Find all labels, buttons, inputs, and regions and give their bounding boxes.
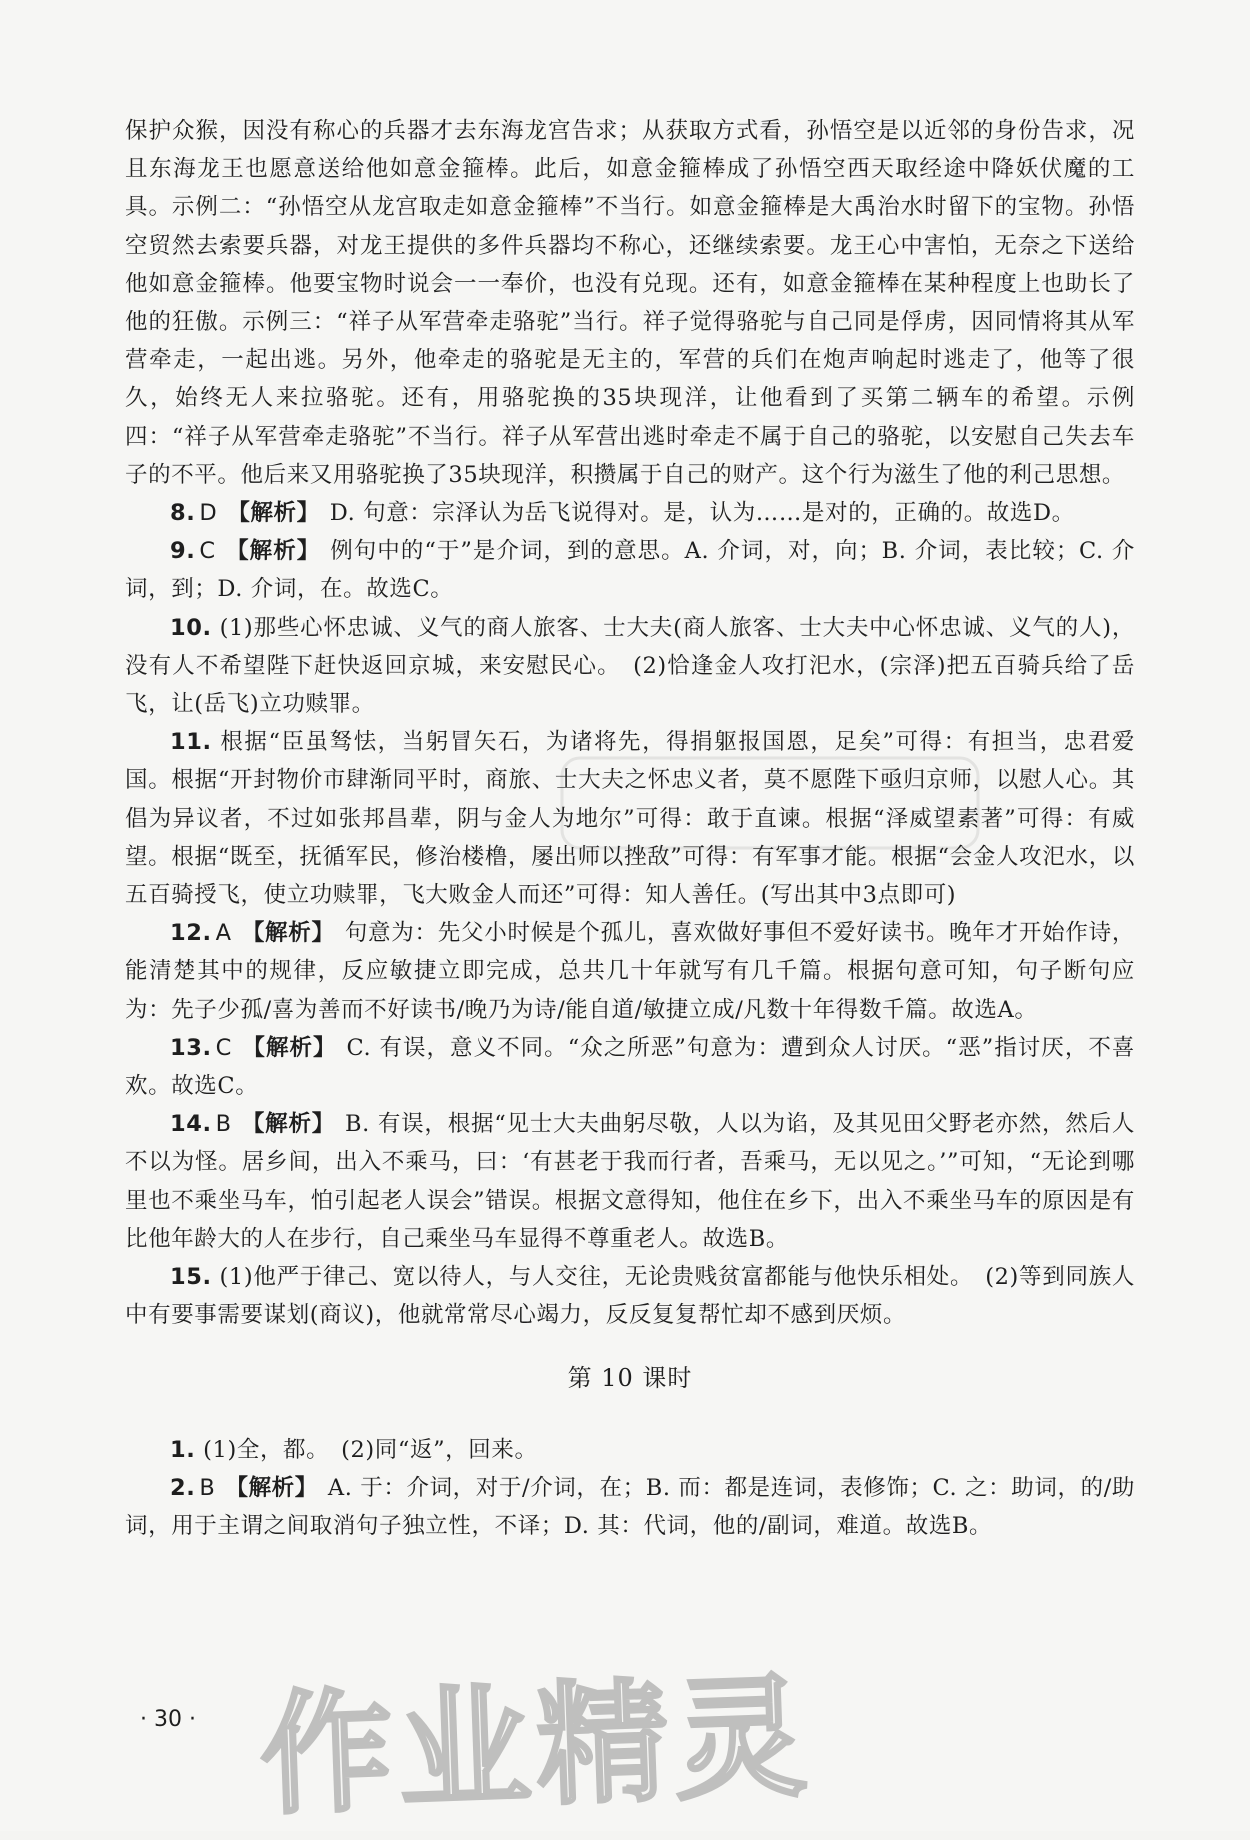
answer-item-15 (125, 1258, 1135, 1334)
item-analysis-tag: 【解析】 (241, 920, 335, 947)
answer-item-9 (125, 532, 1135, 608)
item-answer: D (199, 500, 218, 527)
item-number: 10. (170, 614, 212, 641)
item-text: B. 有误，根据“见士大夫曲躬尽敬，人以为谄，及其见田父野老亦然，然后人不以为怪。居乡间，出入不乘马，曰：‘有甚老于我而行者，吾乘马，无以见之。’”可知，“无论到哪里也不乘坐马车，怕引起老人误会”错误。根据文意得知，他住在乡下，出入不乘坐马车的原因是有比他年龄大的人在步行，自己乘坐马车显得不尊重老人。故选B。 (125, 1111, 1135, 1252)
item-number: 9. (170, 538, 196, 565)
item-analysis-tag: 【解析】 (225, 538, 321, 565)
page-number: · 30 · (140, 1707, 196, 1732)
item-number: 2. (170, 1474, 196, 1501)
continued-paragraph: 保护众猴，因没有称心的兵器才去东海龙宫告求；从获取方式看，孙悟空是以近邻的身份告求，况且东海龙王也愿意送给他如意金箍棒。此后，如意金箍棒成了孙悟空西天取经途中降妖伏魔的工具。示例二：“孙悟空从龙宫取走如意金箍棒”不当行。如意金箍棒是大禹治水时留下的宝物。孙悟空贸然去索要兵器，对龙王提供的多件兵器均不称心，还继续索要。龙王心中害怕，无奈之下送给他如意金箍棒。他要宝物时说会一一奉价，也没有兑现。还有，如意金箍棒在某种程度上也助长了他的狂傲。示例三：“祥子从军营牵走骆驼”当行。祥子觉得骆驼与自己同是俘虏，因同情将其从军营牵走，一起出逃。另外，他牵走的骆驼是无主的，军营的兵们在炮声响起时逃走了，他等了很久，始终无人来拉骆驼。还有，用骆驼换的35块现洋，让他看到了买第二辆车的希望。示例四：“祥子从军营牵走骆驼”不当行。祥子从军营出逃时牵走不属于自己的骆驼，以安慰自己失去车子的不平。他后来又用骆驼换了35块现洋，积攒属于自己的财产。这个行为滋生了他的利己思想。 (125, 118, 1135, 488)
answer-item-8 (125, 494, 1135, 532)
item-answer: C (215, 1034, 232, 1061)
item-number: 13. (170, 1034, 212, 1061)
item-number: 15. (170, 1264, 212, 1291)
answer-item-12 (125, 914, 1135, 1029)
answer-item-14 (125, 1105, 1135, 1258)
item-text: (1)那些心怀忠诚、义气的商人旅客、士大夫(商人旅客、士大夫中心怀忠诚、义气的人)，没有人不希望陛下赶快返回京城，来安慰民心。 (2)恰逢金人攻打汜水，(宗泽)把五百骑兵给了岳飞，让(岳飞)立功赎罪。 (125, 614, 1135, 718)
watermark: 作业精灵 (257, 1660, 815, 1834)
page-content (125, 112, 1135, 1545)
item-number: 1. (170, 1436, 196, 1463)
item-text: 句意为：先父小时候是个孤儿，喜欢做好事但不爱好读书。晚年才开始作诗，能清楚其中的规律，反应敏捷立即完成，总共几十年就写有几千篇。根据句意可知，句子断句应为：先子少孤/喜为善而不好读书/晚乃为诗/能自道/敏捷立成/凡数十年得数千篇。故选A。 (125, 920, 1136, 1023)
item-answer: B (215, 1111, 232, 1138)
item-analysis-tag: 【解析】 (225, 1474, 318, 1501)
answer-item-11 (125, 723, 1135, 914)
item-analysis-tag: 【解析】 (227, 500, 320, 527)
item-answer: A (215, 920, 232, 947)
item-answer: B (199, 1474, 216, 1501)
item-number: 12. (170, 920, 212, 947)
item-number: 11. (170, 729, 212, 756)
item-text: C. 有误，意义不同。“众之所恶”句意为：遭到众人讨厌。“恶”指讨厌，不喜欢。故选C。 (125, 1034, 1135, 1100)
section-item-2 (125, 1469, 1135, 1545)
item-text: (1)他严于律己、宽以待人，与人交往，无论贵贱贫富都能与他快乐相处。 (2)等到同族人中有要事需要谋划(商议)，他就常常尽心竭力，反反复复帮忙却不感到厌烦。 (125, 1264, 1135, 1329)
item-analysis-tag: 【解析】 (241, 1111, 336, 1138)
item-text: D. 句意：宗泽认为岳飞说得对。是，认为……是对的，正确的。故选D。 (329, 500, 1075, 527)
item-text: (1)全，都。 (2)同“返”，回来。 (203, 1436, 538, 1463)
item-text: 根据“臣虽驽怯，当躬冒矢石，为诸将先，得捐躯报国恩，足矣”可得：有担当，忠君爱国。根据“开封物价市肆渐同平时，商旅、士大夫之怀忠义者，莫不愿陛下亟归京师，以慰人心。其倡为异议者，不过如张邦昌辈，阴与金人为地尔”可得：敢于直谏。根据“泽威望素著”可得：有威望。根据“既至，抚循军民，修治楼橹，屡出师以挫敌”可得：有军事才能。根据“会金人攻汜水，以五百骑授飞，使立功赎罪，飞大败金人而还”可得：知人善任。(写出其中3点即可) (125, 729, 1135, 909)
item-analysis-tag: 【解析】 (241, 1034, 337, 1061)
answer-item-13 (125, 1029, 1135, 1105)
item-text: A. 于：介词，对于/介词，在；B. 而：都是连词，表修饰；C. 之：助词，的/助词，用于主谓之间取消句子独立性，不译；D. 其：代词，他的/副词，难道。故选B。 (125, 1474, 1135, 1540)
section-item-1 (125, 1431, 1135, 1469)
item-text: 例句中的“于”是介词，到的意思。A. 介词，对，向；B. 介词，表比较；C. 介词，到；D. 介词，在。故选C。 (125, 538, 1135, 603)
item-answer: C (199, 538, 216, 565)
item-number: 8. (170, 500, 196, 527)
item-number: 14. (170, 1111, 212, 1138)
answer-item-10 (125, 609, 1135, 724)
section-title: 第 10 课时 (567, 1363, 693, 1392)
